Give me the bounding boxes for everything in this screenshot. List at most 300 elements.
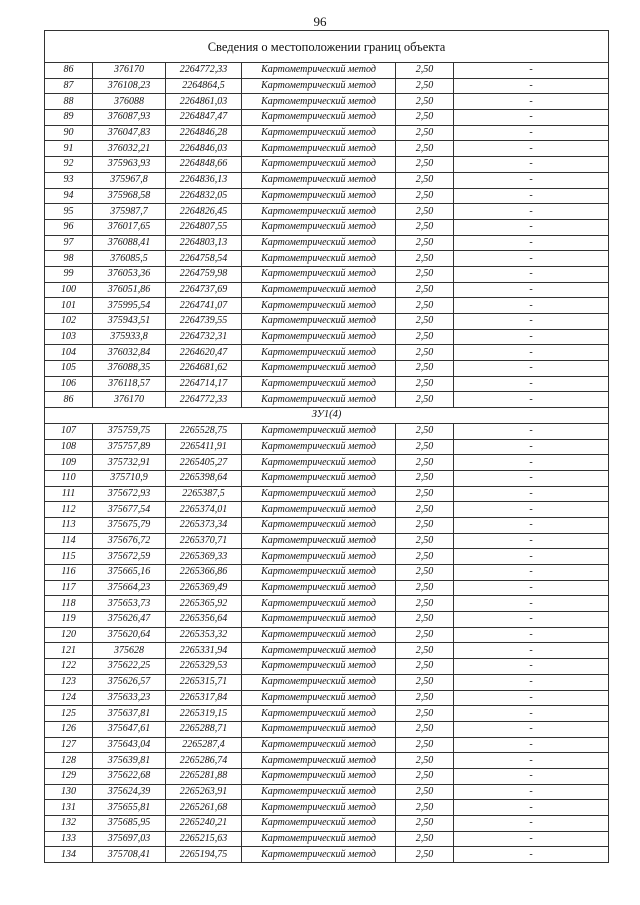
description-cell: - [454,314,609,330]
method-cell: Картометрический метод [242,627,396,643]
accuracy-cell: 2,50 [396,345,454,361]
method-cell: Картометрический метод [242,392,396,408]
x-coordinate-cell: 375626,57 [93,674,166,690]
x-coordinate-cell: 375637,81 [93,706,166,722]
point-number-cell: 120 [45,627,93,643]
method-cell: Картометрический метод [242,690,396,706]
table-title-row [45,31,609,63]
method-cell: Картометрический метод [242,721,396,737]
method-cell: Картометрический метод [242,188,396,204]
table-row [45,816,609,832]
x-coordinate-cell: 375710,9 [93,470,166,486]
table-row [45,376,609,392]
table-row [45,235,609,251]
method-cell: Картометрический метод [242,502,396,518]
y-coordinate-cell: 2264836,13 [166,172,242,188]
method-cell: Картометрический метод [242,298,396,314]
table-row [45,612,609,628]
accuracy-cell: 2,50 [396,282,454,298]
point-number-cell: 87 [45,78,93,94]
x-coordinate-cell: 375933,8 [93,329,166,345]
description-cell: - [454,455,609,471]
y-coordinate-cell: 2264732,31 [166,329,242,345]
x-coordinate-cell: 375685,95 [93,816,166,832]
point-number-cell: 104 [45,345,93,361]
y-coordinate-cell: 2264826,45 [166,204,242,220]
table-row [45,78,609,94]
table-row [45,455,609,471]
point-number-cell: 121 [45,643,93,659]
x-coordinate-cell: 375995,54 [93,298,166,314]
table-row [45,314,609,330]
table-row [45,659,609,675]
method-cell: Картометрический метод [242,63,396,79]
method-cell: Картометрический метод [242,470,396,486]
description-cell: - [454,502,609,518]
accuracy-cell: 2,50 [396,816,454,832]
point-number-cell: 128 [45,753,93,769]
method-cell: Картометрический метод [242,439,396,455]
y-coordinate-cell: 2264741,07 [166,298,242,314]
method-cell: Картометрический метод [242,110,396,126]
point-number-cell: 100 [45,282,93,298]
boundary-coordinates-table [44,30,609,863]
description-cell: - [454,392,609,408]
point-number-cell: 127 [45,737,93,753]
table-row [45,580,609,596]
y-coordinate-cell: 2264714,17 [166,376,242,392]
point-number-cell: 96 [45,219,93,235]
accuracy-cell: 2,50 [396,753,454,769]
x-coordinate-cell: 375626,47 [93,612,166,628]
y-coordinate-cell: 2265281,88 [166,768,242,784]
x-coordinate-cell: 376051,86 [93,282,166,298]
accuracy-cell: 2,50 [396,110,454,126]
x-coordinate-cell: 375622,25 [93,659,166,675]
point-number-cell: 88 [45,94,93,110]
table-row [45,298,609,314]
x-coordinate-cell: 376047,83 [93,125,166,141]
y-coordinate-cell: 2265353,32 [166,627,242,643]
description-cell: - [454,565,609,581]
x-coordinate-cell: 376170 [93,63,166,79]
y-coordinate-cell: 2264772,33 [166,63,242,79]
method-cell: Картометрический метод [242,768,396,784]
description-cell: - [454,141,609,157]
method-cell: Картометрический метод [242,549,396,565]
accuracy-cell: 2,50 [396,612,454,628]
y-coordinate-cell: 2265261,68 [166,800,242,816]
x-coordinate-cell: 375672,59 [93,549,166,565]
table-row [45,439,609,455]
accuracy-cell: 2,50 [396,141,454,157]
method-cell: Картометрический метод [242,423,396,439]
accuracy-cell: 2,50 [396,439,454,455]
accuracy-cell: 2,50 [396,800,454,816]
method-cell: Картометрический метод [242,141,396,157]
table-row [45,470,609,486]
description-cell: - [454,376,609,392]
table-row [45,674,609,690]
accuracy-cell: 2,50 [396,188,454,204]
y-coordinate-cell: 2265365,92 [166,596,242,612]
table-row [45,157,609,173]
description-cell: - [454,63,609,79]
table-row [45,345,609,361]
method-cell: Картометрический метод [242,706,396,722]
method-cell: Картометрический метод [242,94,396,110]
description-cell: - [454,219,609,235]
point-number-cell: 99 [45,266,93,282]
method-cell: Картометрический метод [242,517,396,533]
description-cell: - [454,831,609,847]
description-cell: - [454,282,609,298]
x-coordinate-cell: 375639,81 [93,753,166,769]
y-coordinate-cell: 2265263,91 [166,784,242,800]
y-coordinate-cell: 2264759,98 [166,266,242,282]
point-number-cell: 89 [45,110,93,126]
table-row [45,423,609,439]
table-row [45,643,609,659]
method-cell: Картометрический метод [242,643,396,659]
description-cell: - [454,596,609,612]
table-row [45,486,609,502]
accuracy-cell: 2,50 [396,125,454,141]
description-cell: - [454,612,609,628]
accuracy-cell: 2,50 [396,94,454,110]
y-coordinate-cell: 2264772,33 [166,392,242,408]
y-coordinate-cell: 2265366,86 [166,565,242,581]
table-row [45,63,609,79]
method-cell: Картометрический метод [242,565,396,581]
x-coordinate-cell: 375697,03 [93,831,166,847]
x-coordinate-cell: 375759,75 [93,423,166,439]
description-cell: - [454,753,609,769]
y-coordinate-cell: 2265319,15 [166,706,242,722]
accuracy-cell: 2,50 [396,78,454,94]
accuracy-cell: 2,50 [396,643,454,659]
description-cell: - [454,110,609,126]
point-number-cell: 105 [45,361,93,377]
table-row [45,125,609,141]
point-number-cell: 103 [45,329,93,345]
description-cell: - [454,329,609,345]
accuracy-cell: 2,50 [396,455,454,471]
x-coordinate-cell: 376170 [93,392,166,408]
x-coordinate-cell: 375967,8 [93,172,166,188]
description-cell: - [454,423,609,439]
y-coordinate-cell: 2265373,34 [166,517,242,533]
description-cell: - [454,235,609,251]
x-coordinate-cell: 375672,93 [93,486,166,502]
table-row [45,847,609,863]
description-cell: - [454,690,609,706]
accuracy-cell: 2,50 [396,63,454,79]
description-cell: - [454,188,609,204]
x-coordinate-cell: 375757,89 [93,439,166,455]
point-number-cell: 92 [45,157,93,173]
x-coordinate-cell: 375987,7 [93,204,166,220]
table-row [45,565,609,581]
x-coordinate-cell: 376088,35 [93,361,166,377]
table-row [45,517,609,533]
method-cell: Картометрический метод [242,737,396,753]
table-row [45,549,609,565]
y-coordinate-cell: 2265369,49 [166,580,242,596]
accuracy-cell: 2,50 [396,266,454,282]
description-cell: - [454,298,609,314]
y-coordinate-cell: 2265287,4 [166,737,242,753]
point-number-cell: 126 [45,721,93,737]
point-number-cell: 102 [45,314,93,330]
x-coordinate-cell: 375708,41 [93,847,166,863]
y-coordinate-cell: 2265387,5 [166,486,242,502]
accuracy-cell: 2,50 [396,423,454,439]
table-row [45,596,609,612]
table-row [45,110,609,126]
x-coordinate-cell: 375633,23 [93,690,166,706]
y-coordinate-cell: 2265356,64 [166,612,242,628]
x-coordinate-cell: 375655,81 [93,800,166,816]
description-cell: - [454,627,609,643]
point-number-cell: 131 [45,800,93,816]
table-row [45,94,609,110]
accuracy-cell: 2,50 [396,831,454,847]
x-coordinate-cell: 376088 [93,94,166,110]
table-row [45,282,609,298]
description-cell: - [454,172,609,188]
description-cell: - [454,721,609,737]
y-coordinate-cell: 2265370,71 [166,533,242,549]
method-cell: Картометрический метод [242,345,396,361]
table-row [45,172,609,188]
point-number-cell: 86 [45,63,93,79]
description-cell: - [454,533,609,549]
x-coordinate-cell: 375968,58 [93,188,166,204]
y-coordinate-cell: 2265411,91 [166,439,242,455]
y-coordinate-cell: 2265315,71 [166,674,242,690]
method-cell: Картометрический метод [242,219,396,235]
x-coordinate-cell: 376032,84 [93,345,166,361]
method-cell: Картометрический метод [242,251,396,267]
y-coordinate-cell: 2264807,55 [166,219,242,235]
y-coordinate-cell: 2264846,03 [166,141,242,157]
method-cell: Картометрический метод [242,659,396,675]
x-coordinate-cell: 375643,04 [93,737,166,753]
accuracy-cell: 2,50 [396,486,454,502]
x-coordinate-cell: 375628 [93,643,166,659]
accuracy-cell: 2,50 [396,580,454,596]
point-number-cell: 134 [45,847,93,863]
description-cell: - [454,251,609,267]
method-cell: Картометрический метод [242,282,396,298]
method-cell: Картометрический метод [242,753,396,769]
point-number-cell: 129 [45,768,93,784]
point-number-cell: 115 [45,549,93,565]
description-cell: - [454,486,609,502]
method-cell: Картометрический метод [242,674,396,690]
description-cell: - [454,643,609,659]
description-cell: - [454,737,609,753]
x-coordinate-cell: 375647,61 [93,721,166,737]
accuracy-cell: 2,50 [396,659,454,675]
accuracy-cell: 2,50 [396,204,454,220]
table-row [45,768,609,784]
table-row [45,188,609,204]
point-number-cell: 98 [45,251,93,267]
x-coordinate-cell: 376118,57 [93,376,166,392]
x-coordinate-cell: 375675,79 [93,517,166,533]
method-cell: Картометрический метод [242,596,396,612]
point-number-cell: 112 [45,502,93,518]
accuracy-cell: 2,50 [396,847,454,863]
y-coordinate-cell: 2265317,84 [166,690,242,706]
y-coordinate-cell: 2265528,75 [166,423,242,439]
y-coordinate-cell: 2264847,47 [166,110,242,126]
description-cell: - [454,157,609,173]
description-cell: - [454,78,609,94]
y-coordinate-cell: 2265405,27 [166,455,242,471]
table-row [45,219,609,235]
x-coordinate-cell: 375624,39 [93,784,166,800]
table-row [45,392,609,408]
y-coordinate-cell: 2264681,62 [166,361,242,377]
point-number-cell: 122 [45,659,93,675]
section-label: ЗУ1(4) [45,408,609,424]
description-cell: - [454,580,609,596]
accuracy-cell: 2,50 [396,533,454,549]
accuracy-cell: 2,50 [396,376,454,392]
method-cell: Картометрический метод [242,361,396,377]
method-cell: Картометрический метод [242,78,396,94]
y-coordinate-cell: 2265286,74 [166,753,242,769]
table-row [45,721,609,737]
accuracy-cell: 2,50 [396,674,454,690]
y-coordinate-cell: 2265288,71 [166,721,242,737]
point-number-cell: 130 [45,784,93,800]
method-cell: Картометрический метод [242,157,396,173]
accuracy-cell: 2,50 [396,737,454,753]
point-number-cell: 124 [45,690,93,706]
y-coordinate-cell: 2264739,55 [166,314,242,330]
table-title: Сведения о местоположении границ объекта [45,31,609,63]
accuracy-cell: 2,50 [396,235,454,251]
table-row [45,690,609,706]
method-cell: Картометрический метод [242,816,396,832]
table-row [45,141,609,157]
point-number-cell: 119 [45,612,93,628]
accuracy-cell: 2,50 [396,502,454,518]
x-coordinate-cell: 375676,72 [93,533,166,549]
y-coordinate-cell: 2264864,5 [166,78,242,94]
description-cell: - [454,345,609,361]
y-coordinate-cell: 2265194,75 [166,847,242,863]
accuracy-cell: 2,50 [396,470,454,486]
y-coordinate-cell: 2264861,03 [166,94,242,110]
x-coordinate-cell: 376088,41 [93,235,166,251]
point-number-cell: 116 [45,565,93,581]
table-row [45,831,609,847]
x-coordinate-cell: 375677,54 [93,502,166,518]
point-number-cell: 91 [45,141,93,157]
point-number-cell: 125 [45,706,93,722]
table-row [45,502,609,518]
point-number-cell: 118 [45,596,93,612]
table-row [45,204,609,220]
x-coordinate-cell: 376017,65 [93,219,166,235]
method-cell: Картометрический метод [242,125,396,141]
method-cell: Картометрический метод [242,329,396,345]
accuracy-cell: 2,50 [396,565,454,581]
x-coordinate-cell: 376053,36 [93,266,166,282]
description-cell: - [454,204,609,220]
x-coordinate-cell: 375653,73 [93,596,166,612]
description-cell: - [454,674,609,690]
table-row [45,753,609,769]
point-number-cell: 133 [45,831,93,847]
table-row [45,329,609,345]
point-number-cell: 106 [45,376,93,392]
method-cell: Картометрический метод [242,580,396,596]
method-cell: Картометрический метод [242,800,396,816]
accuracy-cell: 2,50 [396,329,454,345]
x-coordinate-cell: 375943,51 [93,314,166,330]
table-row [45,784,609,800]
y-coordinate-cell: 2264848,66 [166,157,242,173]
x-coordinate-cell: 375732,91 [93,455,166,471]
point-number-cell: 101 [45,298,93,314]
y-coordinate-cell: 2265215,63 [166,831,242,847]
point-number-cell: 111 [45,486,93,502]
accuracy-cell: 2,50 [396,549,454,565]
accuracy-cell: 2,50 [396,251,454,267]
method-cell: Картометрический метод [242,455,396,471]
x-coordinate-cell: 375622,68 [93,768,166,784]
method-cell: Картометрический метод [242,172,396,188]
y-coordinate-cell: 2265240,21 [166,816,242,832]
accuracy-cell: 2,50 [396,392,454,408]
point-number-cell: 113 [45,517,93,533]
y-coordinate-cell: 2265329,53 [166,659,242,675]
x-coordinate-cell: 376087,93 [93,110,166,126]
description-cell: - [454,800,609,816]
accuracy-cell: 2,50 [396,298,454,314]
point-number-cell: 109 [45,455,93,471]
x-coordinate-cell: 376032,21 [93,141,166,157]
point-number-cell: 114 [45,533,93,549]
description-cell: - [454,439,609,455]
method-cell: Картометрический метод [242,831,396,847]
description-cell: - [454,549,609,565]
method-cell: Картометрический метод [242,784,396,800]
table-row [45,361,609,377]
description-cell: - [454,768,609,784]
description-cell: - [454,94,609,110]
description-cell: - [454,517,609,533]
accuracy-cell: 2,50 [396,314,454,330]
accuracy-cell: 2,50 [396,596,454,612]
y-coordinate-cell: 2265398,64 [166,470,242,486]
accuracy-cell: 2,50 [396,361,454,377]
description-cell: - [454,266,609,282]
description-cell: - [454,659,609,675]
point-number-cell: 86 [45,392,93,408]
point-number-cell: 97 [45,235,93,251]
accuracy-cell: 2,50 [396,706,454,722]
method-cell: Картометрический метод [242,204,396,220]
table-row [45,251,609,267]
accuracy-cell: 2,50 [396,172,454,188]
